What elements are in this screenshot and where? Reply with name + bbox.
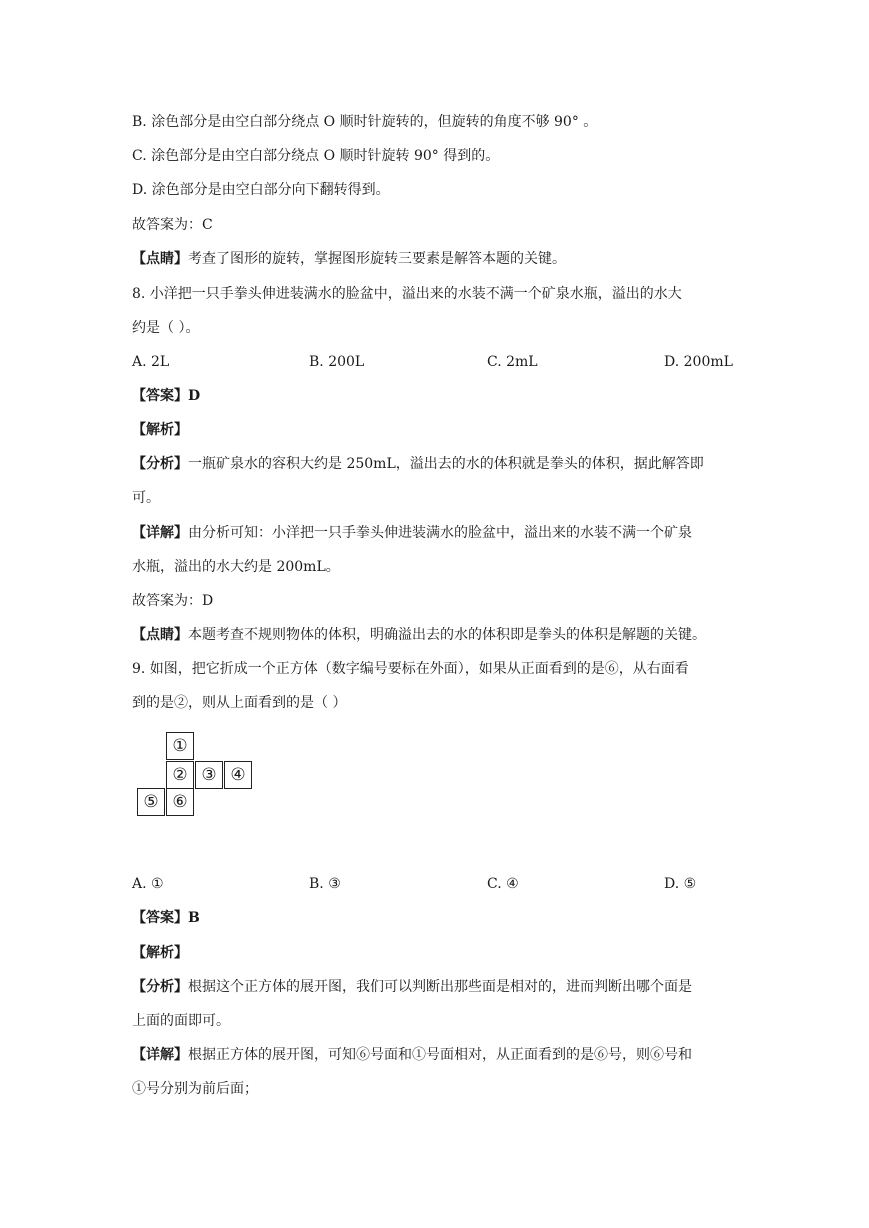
answer-tag-q9: 【答案】B [132, 910, 200, 926]
fenxi-q8 [132, 454, 704, 474]
q8-option-d: D. 200mL [664, 354, 733, 370]
dianjing-tag: 【点睛】 [132, 627, 188, 643]
q9-option-d: D. ⑤ [664, 876, 697, 892]
cube-net-figure [137, 730, 257, 820]
question-9-line-2: 到的是②，则从上面看到的是（ ） [132, 695, 347, 711]
xiangjie-q8 [132, 523, 692, 543]
fenxi-q8-line-2: 可。 [132, 490, 160, 506]
dianjing-text: 考查了图形的旋转，掌握图形旋转三要素是解答本题的关键。 [188, 251, 566, 267]
xiangjie-q9 [132, 1045, 692, 1065]
q9-option-b: B. ③ [309, 876, 341, 892]
xiangjie-q9-line-2: ①号分别为前后面； [132, 1081, 258, 1097]
question-8-line-2: 约是（ ）。 [132, 320, 200, 336]
q8-option-a: A. 2L [132, 354, 170, 370]
xiangjie-q8-line-2: 水瓶，溢出的水大约是 200mL。 [132, 559, 340, 575]
net-cell-1: ① [166, 732, 194, 760]
xiangjie-tag: 【详解】 [132, 525, 188, 541]
fenxi-text: 一瓶矿泉水的容积大约是 250mL，溢出去的水的体积就是拳头的体积，据此解答即 [188, 456, 704, 472]
xiangjie-tag: 【详解】 [132, 1047, 188, 1063]
q8-option-b: B. 200L [309, 354, 365, 370]
option-d-line: D. 涂色部分是由空白部分向下翻转得到。 [132, 182, 390, 198]
jiexi-tag-q9: 【解析】 [132, 945, 188, 961]
fenxi-q9 [132, 977, 692, 997]
fenxi-text: 根据这个正方体的展开图，我们可以判断出那些面是相对的，进而判断出哪个面是 [188, 979, 692, 995]
answer-tag-q8: 【答案】D [132, 388, 201, 404]
answer-line-q7: 故答案为：C [132, 217, 213, 233]
question-9-line-1: 9. 如图，把它折成一个正方体（数字编号要标在外面），如果从正面看到的是⑥，从右面看 [132, 661, 689, 677]
xiangjie-text: 由分析可知：小洋把一只手拳头伸进装满水的脸盆中，溢出来的水装不满一个矿泉 [188, 525, 692, 541]
xiangjie-text: 根据正方体的展开图，可知⑥号面和①号面相对，从正面看到的是⑥号，则⑥号和 [188, 1047, 692, 1063]
jiexi-tag-q8: 【解析】 [132, 422, 188, 438]
net-cell-6: ⑥ [166, 788, 194, 816]
net-cell-4: ④ [224, 761, 252, 789]
dianjing-text: 本题考查不规则物体的体积，明确溢出去的水的体积即是拳头的体积是解题的关键。 [188, 627, 706, 643]
dianjing-q8 [132, 625, 706, 645]
answer-line-q8: 故答案为：D [132, 593, 214, 609]
fenxi-tag: 【分析】 [132, 456, 188, 472]
fenxi-q9-line-2: 上面的面即可。 [132, 1013, 230, 1029]
q9-option-a: A. ① [132, 876, 164, 892]
dianjing-tag: 【点睛】 [132, 251, 188, 267]
option-c-line: C. 涂色部分是由空白部分绕点 O 顺时针旋转 90° 得到的。 [132, 148, 500, 164]
net-cell-2: ② [166, 761, 194, 789]
question-8-line-1: 8. 小洋把一只手拳头伸进装满水的脸盆中，溢出来的水装不满一个矿泉水瓶，溢出的水大 [132, 286, 682, 302]
net-cell-5: ⑤ [137, 788, 165, 816]
dianjing-q7 [132, 249, 566, 269]
q9-option-c: C. ④ [487, 876, 519, 892]
net-cell-3: ③ [195, 761, 223, 789]
option-b-line: B. 涂色部分是由空白部分绕点 O 顺时针旋转的，但旋转的角度不够 90° 。 [132, 114, 598, 130]
q8-option-c: C. 2mL [487, 354, 538, 370]
fenxi-tag: 【分析】 [132, 979, 188, 995]
